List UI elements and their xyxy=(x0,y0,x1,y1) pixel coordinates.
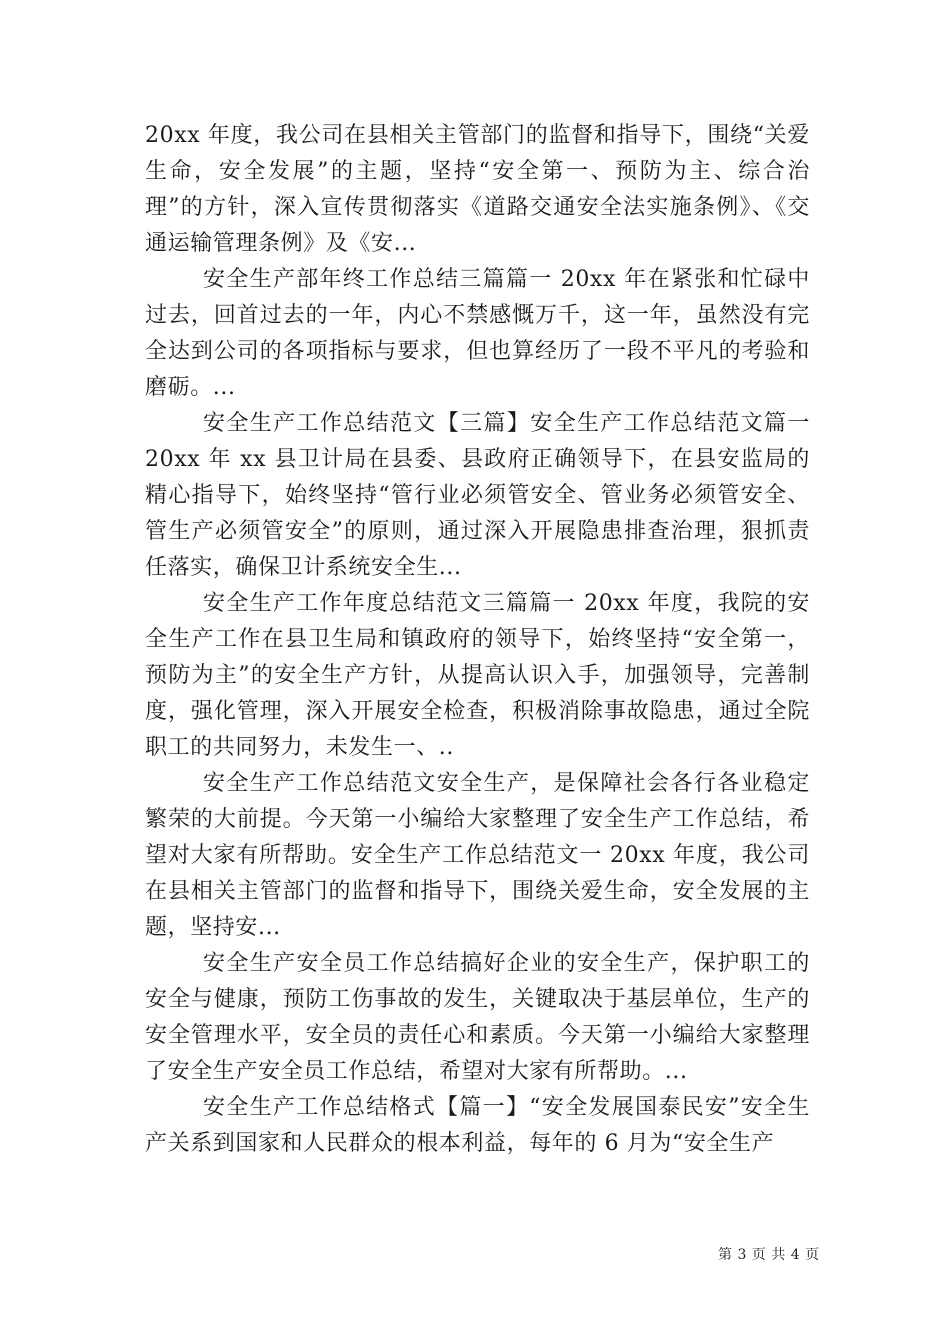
paragraph-3: 安全生产工作总结范文【三篇】安全生产工作总结范文篇一 20xx 年 xx 县卫计局在县委、县政府正确领导下，在县安监局的精心指导下，始终坚持“管行业必须管安全、管业务必须管安全、管生产必须管安全”的原则，通过深入开展隐患排查治理，狠抓责任落实，确保卫计系统安全生... xyxy=(145,411,810,580)
paragraph-5: 安全生产工作总结范文安全生产，是保障社会各行各业稳定繁荣的大前提。今天第一小编给大家整理了安全生产工作总结，希望对大家有所帮助。安全生产工作总结范文一 20xx 年度，我公司在县相关主管部门的监督和指导下，围绕关爱生命，安全发展的主题，坚持安... xyxy=(145,771,810,940)
paragraph-1: 20xx 年度，我公司在县相关主管部门的监督和指导下，围绕“关爱生命，安全发展”的主题，坚持“安全第一、预防为主、综合治理”的方针，深入宣传贯彻落实《道路交通安全法实施条例》、《交通运输管理条例》及《安... xyxy=(145,123,810,256)
paragraph-6: 安全生产安全员工作总结搞好企业的安全生产，保护职工的安全与健康，预防工伤事故的发生，关键取决于基层单位，生产的安全管理水平，安全员的责任心和素质。今天第一小编给大家整理了安全生产安全员工作总结，希望对大家有所帮助。... xyxy=(145,951,810,1084)
document-body xyxy=(145,118,810,1162)
paragraph-4: 安全生产工作年度总结范文三篇篇一 20xx 年度，我院的安全生产工作在县卫生局和镇政府的领导下，始终坚持“安全第一，预防为主”的安全生产方针，从提高认识入手，加强领导，完善制度，强化管理，深入开展安全检查，积极消除事故隐患，通过全院职工的共同努力，未发生一、.. xyxy=(145,591,810,760)
paragraph-2: 安全生产部年终工作总结三篇篇一 20xx 年在紧张和忙碌中过去，回首过去的一年，内心不禁感慨万千，这一年，虽然没有完全达到公司的各项指标与要求，但也算经历了一段不平凡的考验和磨砺。... xyxy=(145,267,810,400)
paragraph-7: 安全生产工作总结格式【篇一】“安全发展国泰民安”安全生产关系到国家和人民群众的根本利益，每年的 6 月为“安全生产 xyxy=(145,1095,810,1156)
page-number-footer: 第 3 页 共 4 页 xyxy=(718,1247,820,1263)
